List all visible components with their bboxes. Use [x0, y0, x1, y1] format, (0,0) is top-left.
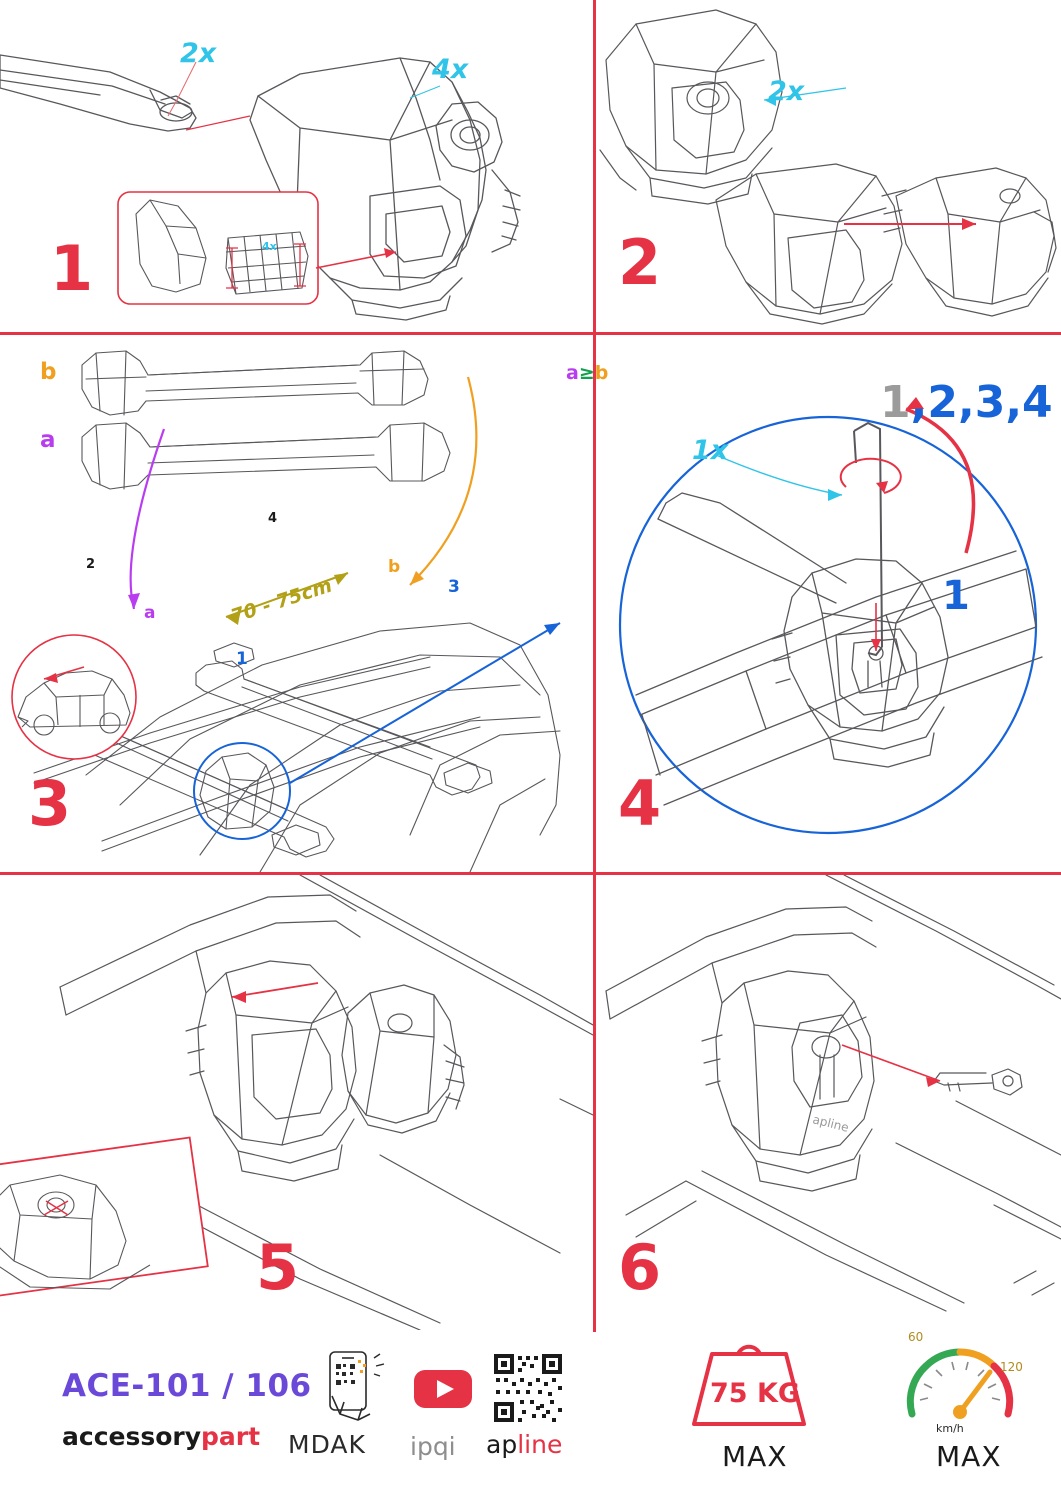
brand-name [62, 1422, 260, 1451]
footer [0, 1332, 1061, 1500]
step-3-position-2: 2 [86, 557, 96, 572]
panel-step-2 [596, 0, 1061, 332]
seq-3: 3 [974, 377, 1006, 428]
panel-step-5 [0, 875, 593, 1330]
step-2-qty-2x: 2x [768, 76, 805, 107]
max-load-value: 75 KG [710, 1378, 801, 1409]
step-3-marker-a: a [144, 603, 156, 623]
step-1-qty-2x: 2x [180, 38, 217, 69]
step-3-position-1: 1 [236, 649, 248, 669]
partner-apline-part2: line [517, 1430, 563, 1459]
step-2-illustration [596, 0, 1061, 332]
step-number-2: 2 [618, 226, 661, 299]
youtube-icon[interactable] [414, 1368, 472, 1410]
step-4-sequence: 1,2,3,4 [880, 377, 1053, 428]
speed-unit: km/h [936, 1422, 964, 1435]
step-number-3: 3 [28, 767, 71, 840]
step-number-6: 6 [618, 1231, 661, 1304]
step-3-marker-b: b [388, 557, 401, 577]
step-1-qty-4x: 4x [432, 54, 469, 85]
max-speed-caption: MAX [936, 1440, 1002, 1473]
partner-apline [486, 1430, 562, 1459]
step-number-1: 1 [50, 232, 93, 305]
step-1-inset-qty: 4x [262, 240, 277, 253]
qr-code-icon [492, 1352, 564, 1424]
brand-prefix: accessory [62, 1422, 202, 1451]
product-code: ACE-101 / 106 [62, 1368, 312, 1404]
partner-apline-part1: ap [486, 1430, 518, 1459]
svg-text:apline: apline [811, 1112, 851, 1135]
seq-2: 2 [927, 377, 958, 428]
step-4-turn-label: 1 [942, 573, 970, 619]
rule-b: b [594, 362, 609, 384]
gauge-tick-120: 120 [1000, 1360, 1023, 1374]
step-number-5: 5 [256, 1231, 299, 1304]
phone-scan-icon [318, 1348, 396, 1426]
step-3-label-b: b [40, 359, 57, 385]
max-load-icon [684, 1320, 814, 1430]
step-6-illustration [596, 875, 1061, 1330]
step-3-position-4: 4 [268, 511, 278, 526]
partner-mdak: MDAK [288, 1430, 366, 1459]
seq-4: 4 [1022, 377, 1053, 428]
rule-a: a [566, 362, 579, 384]
rule-cmp: ≥ [578, 362, 595, 384]
step-3-dimension: 70 - 75cm [228, 574, 335, 628]
step-3-label-a: a [40, 427, 56, 453]
gauge-tick-60: 60 [908, 1330, 924, 1344]
panel-step-1 [0, 0, 593, 332]
brand-suffix: part [201, 1422, 261, 1451]
step-3-position-3: 3 [448, 577, 460, 597]
seq-1: 1 [880, 377, 911, 428]
panel-step-4 [596, 335, 1061, 872]
partner-ipqi: ipqi [410, 1432, 456, 1461]
max-load-caption: MAX [722, 1440, 788, 1473]
step-number-4: 4 [618, 767, 661, 840]
panel-step-3 [0, 335, 593, 872]
panel-step-6 [596, 875, 1061, 1330]
step-4-qty: 1x [692, 435, 729, 466]
